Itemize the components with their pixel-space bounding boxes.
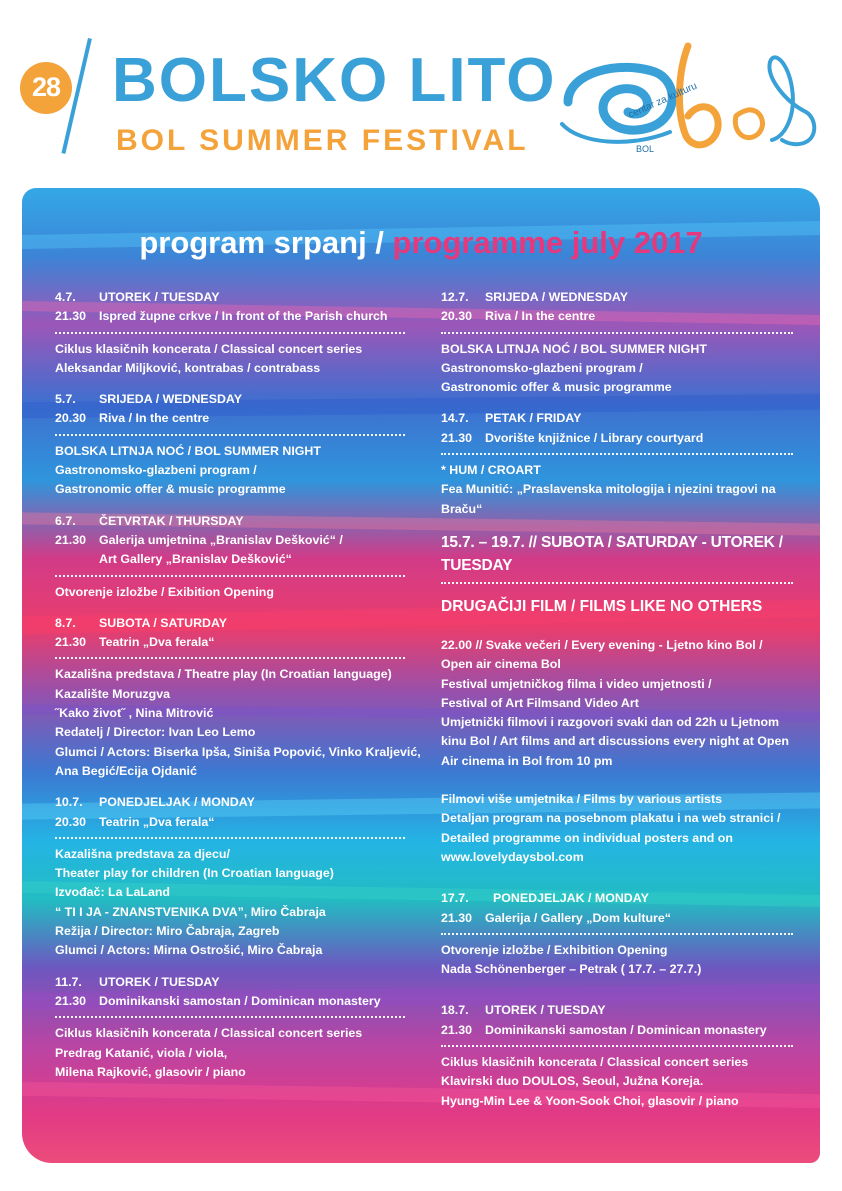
event-line: Ciklus klasičnih koncerata / Classical concert series [55, 1026, 363, 1041]
event-18-7 [441, 1001, 793, 1110]
dotted-divider [55, 1016, 405, 1018]
event-venue: Riva / In the centre [485, 309, 596, 324]
event-5-7 [55, 390, 405, 499]
centar-za-kulturu-bol-logo [560, 32, 820, 162]
edition-badge [20, 62, 72, 114]
dotted-divider [441, 582, 793, 584]
event-line: Theater play for children (In Croatian language) [55, 866, 334, 881]
event-venue: Ispred župne crkve / In front of the Parish church [99, 309, 388, 324]
logo-place: BOL [636, 144, 655, 154]
dotted-divider [441, 933, 793, 935]
event-14-7 [441, 409, 793, 518]
event-date: 11.7. [55, 974, 82, 989]
event-venue: Galerija umjetnina „Branislav Dešković“ / [99, 532, 343, 547]
program-column-left [55, 288, 421, 1094]
event-line: Fea Munitić: „Praslavenska mitologija i njezini tragovi na Braču“ [441, 482, 776, 516]
event-day: SUBOTA / SATURDAY [99, 615, 228, 630]
event-line: Ana Begić/Ecija Ojdanić [55, 763, 197, 778]
event-10-7 [55, 793, 405, 960]
event-time: 21.30 [441, 430, 473, 445]
event-day: UTOREK / TUESDAY [99, 290, 220, 304]
dotted-divider [441, 1045, 793, 1047]
festival-website-link[interactable]: www.lovelydaysbol.com [441, 849, 584, 864]
event-time: 20.30 [55, 814, 87, 829]
event-venue: Dominikanski samostan / Dominican monastery [99, 993, 381, 1008]
dotted-divider [55, 657, 405, 659]
event-date: 6.7. [55, 513, 76, 528]
event-time: 21.30 [55, 309, 87, 324]
festival-line: Detailed programme on individual posters and on [441, 830, 733, 845]
event-17-7 [441, 889, 793, 979]
event-line: Kazalište Moruzgva [55, 686, 170, 701]
festival-line: Open air cinema Bol [441, 657, 561, 672]
event-line: Nada Schönenberger – Petrak ( 17.7. – 27.7.) [441, 962, 702, 977]
event-line: Kazališna predstava / Theatre play (In Croatian language) [55, 667, 392, 682]
event-date: 8.7. [55, 615, 76, 630]
event-venue-english: Art Gallery „Branislav Dešković“ [99, 552, 292, 567]
edition-number: 28 [31, 72, 61, 102]
program-title-english: programme july 2017 [392, 225, 703, 260]
festival-title: BOLSKO LITO [112, 46, 557, 115]
festival-header [0, 0, 842, 175]
event-day: PETAK / FRIDAY [485, 411, 582, 426]
event-venue: Teatrin „Dva ferala“ [99, 814, 215, 829]
program-column-right [441, 288, 793, 1123]
event-line: Kazališna predstava za djecu/ [55, 846, 230, 861]
festival-line: Umjetnički filmovi i razgovori svaki dan od 22h u Ljetnom [441, 715, 780, 730]
event-date: 5.7. [55, 392, 76, 407]
event-line: BOLSKA LITNJA NOĆ / BOL SUMMER NIGHT [441, 341, 707, 356]
event-venue: Dvorište knjižnice / Library courtyard [485, 430, 704, 445]
event-line: “ TI I JA - ZNANSTVENIKA DVA”, Miro Čabraja [55, 904, 326, 919]
event-time: 21.30 [441, 910, 473, 925]
festival-line: Festival umjetničkog filma i video umjetnosti / [441, 676, 712, 691]
logo-tagline: centar za kulturu [626, 80, 699, 121]
event-line: Klavirski duo DOULOS, Seoul, Južna Koreja. [441, 1074, 704, 1089]
event-time: 21.30 [55, 635, 87, 650]
dotted-divider [441, 453, 793, 455]
event-time: 21.30 [55, 993, 87, 1008]
event-date: 17.7. [441, 891, 469, 906]
event-time: 21.30 [55, 532, 87, 547]
event-venue: Galerija / Gallery „Dom kulture“ [485, 910, 671, 925]
event-4-7 [55, 288, 405, 378]
festival-line: 22.00 // Svake večeri / Every evening - Ljetno kino Bol / [441, 637, 763, 652]
event-line: Gastronomsko-glazbeni program / [441, 360, 643, 375]
event-time: 21.30 [441, 1022, 473, 1037]
dotted-divider [55, 332, 405, 334]
event-day: ČETVRTAK / THURSDAY [99, 513, 244, 528]
dotted-divider [55, 575, 405, 577]
program-title-croatian: program srpanj / [139, 225, 393, 260]
event-line: Predrag Katanić, viola / viola, [55, 1045, 228, 1060]
event-day: SRIJEDA / WEDNESDAY [99, 392, 242, 407]
festival-line: kinu Bol / Art films and art discussions every night at Open [441, 734, 789, 749]
event-line: BOLSKA LITNJA NOĆ / BOL SUMMER NIGHT [55, 443, 321, 458]
event-line: Izvođač: La LaLand [55, 885, 170, 900]
festival-subtitle: BOL SUMMER FESTIVAL [116, 124, 529, 157]
event-11-7 [55, 973, 405, 1082]
event-8-7 [55, 614, 421, 781]
program-title [0, 225, 842, 261]
event-line: * HUM / CROART [441, 463, 541, 478]
event-date: 10.7. [55, 795, 83, 810]
dotted-divider [441, 332, 793, 334]
event-line: ˝Kako život˝ , Nina Mitrović [55, 706, 214, 721]
festival-line: Detaljan program na posebnom plakatu i na web stranici / [441, 811, 781, 826]
event-day: UTOREK / TUESDAY [485, 1003, 606, 1018]
festival-date-range: 15.7. – 19.7. // SUBOTA / SATURDAY - UTOREK / TUESDAY [441, 533, 783, 574]
event-line: Milena Rajković, glasovir / piano [55, 1064, 246, 1079]
event-venue: Riva / In the centre [99, 411, 210, 426]
event-line: Režija / Director: Miro Čabraja, Zagreb [55, 924, 280, 939]
festival-title: DRUGAČIJI FILM / FILMS LIKE NO OTHERS [441, 597, 763, 615]
event-line: Ciklus klasičnih koncerata / Classical concert series [441, 1055, 749, 1070]
event-line: Gastronomsko-glazbeni program / [55, 463, 257, 478]
dotted-divider [55, 837, 405, 839]
dotted-divider [55, 434, 405, 436]
event-line: Aleksandar Miljković, kontrabas / contrabass [55, 360, 321, 375]
event-line: Glumci / Actors: Biserka Ipša, Siniša Popović, Vinko Kraljević, [55, 744, 421, 759]
festival-line: Air cinema in Bol from 10 pm [441, 753, 613, 768]
event-day: PONEDJELJAK / MONDAY [493, 891, 649, 906]
event-line: Gastronomic offer & music programme [55, 482, 286, 497]
event-time: 20.30 [441, 309, 473, 324]
event-line: Otvorenje izložbe / Exibition Opening [55, 584, 274, 599]
event-day: SRIJEDA / WEDNESDAY [485, 290, 628, 304]
event-line: Hyung-Min Lee & Yoon-Sook Choi, glasovir / piano [441, 1093, 739, 1108]
event-12-7 [441, 288, 793, 397]
event-venue: Teatrin „Dva ferala“ [99, 635, 215, 650]
event-date: 14.7. [441, 411, 469, 426]
event-day: UTOREK / TUESDAY [99, 974, 220, 989]
event-line: Otvorenje izložbe / Exhibition Opening [441, 942, 668, 957]
event-venue: Dominikanski samostan / Dominican monastery [485, 1022, 767, 1037]
event-day: PONEDJELJAK / MONDAY [99, 795, 255, 810]
event-line: Glumci / Actors: Mirna Ostrošić, Miro Čabraja [55, 943, 323, 958]
event-date: 4.7. [55, 290, 76, 304]
event-date: 18.7. [441, 1003, 469, 1018]
event-line: Ciklus klasičnih koncerata / Classical concert series [55, 341, 363, 356]
festival-drugaciji-film [441, 531, 793, 867]
festival-line: Festival of Art Filmsand Video Art [441, 695, 639, 710]
festival-line: Filmovi više umjetnika / Films by various artists [441, 792, 722, 807]
event-line: Gastronomic offer & music programme [441, 380, 672, 395]
event-6-7 [55, 512, 405, 602]
event-line: Redatelj / Director: Ivan Leo Lemo [55, 725, 256, 740]
event-time: 20.30 [55, 411, 87, 426]
event-date: 12.7. [441, 290, 469, 304]
